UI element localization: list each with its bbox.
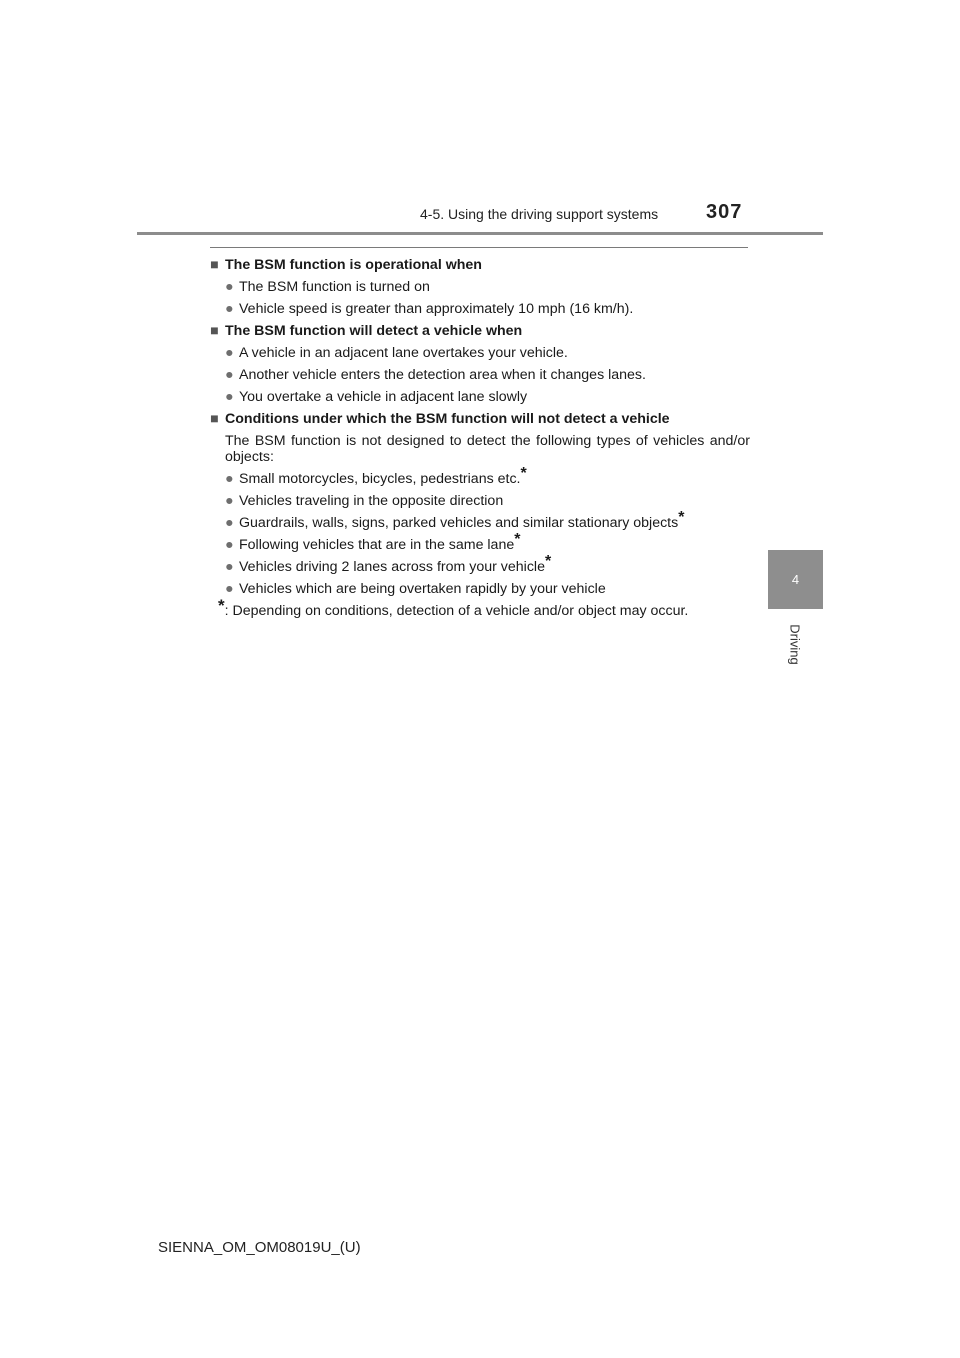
chapter-label-container	[768, 614, 823, 674]
footnote	[210, 596, 750, 619]
list-item: ● Following vehicles that are in the same lane*	[225, 531, 521, 553]
section-title: 4-5. Using the driving support systems	[420, 206, 659, 222]
list-item: ● A vehicle in an adjacent lane overtakes your vehicle.	[225, 345, 568, 361]
circle-bullet-icon: ●	[225, 537, 234, 553]
circle-bullet-icon: ●	[225, 301, 234, 317]
list-item: ● Small motorcycles, bicycles, pedestrians etc.*	[225, 465, 527, 487]
square-bullet-icon: ■	[210, 257, 219, 273]
square-bullet-icon: ■	[210, 323, 219, 339]
list-item: ● Another vehicle enters the detection area when it changes lanes.	[225, 367, 646, 383]
chapter-tab	[768, 550, 823, 609]
footnote-marker: *	[520, 465, 527, 482]
circle-bullet-icon: ●	[225, 581, 234, 597]
list-item: ● Vehicles driving 2 lanes across from your vehicle*	[225, 553, 552, 575]
section-heading: ■ The BSM function is operational when	[210, 257, 482, 273]
main-content	[210, 257, 750, 619]
chapter-number: 4	[791, 572, 800, 587]
list-item: ● Vehicles traveling in the opposite direction	[225, 493, 504, 509]
chapter-label: Driving	[788, 623, 803, 665]
list-item: ● Guardrails, walls, signs, parked vehicles and similar stationary objects*	[225, 509, 685, 531]
section-heading: ■ The BSM function will detect a vehicle when	[210, 323, 523, 339]
circle-bullet-icon: ●	[225, 367, 234, 383]
circle-bullet-icon: ●	[225, 389, 234, 405]
footnote-text: : Depending on conditions, detection of a vehicle and/or object may occur.	[224, 603, 689, 619]
document-code: SIENNA_OM_OM08019U_(U)	[158, 1239, 361, 1256]
content-divider	[210, 247, 748, 248]
circle-bullet-icon: ●	[225, 515, 234, 531]
square-bullet-icon: ■	[210, 411, 219, 427]
list-item: ● Vehicle speed is greater than approximately 10 mph (16 km/h).	[225, 301, 634, 317]
circle-bullet-icon: ●	[225, 493, 234, 509]
footnote-marker: *	[678, 509, 685, 526]
circle-bullet-icon: ●	[225, 345, 234, 361]
list-item: ● Vehicles which are being overtaken rapidly by your vehicle	[225, 581, 606, 597]
footnote-marker: *	[544, 553, 552, 570]
page-number: 307	[706, 201, 743, 223]
section-intro: The BSM function is not designed to detect the following types of vehicles and/or objects:	[225, 433, 750, 465]
circle-bullet-icon: ●	[225, 559, 234, 575]
list-item: ● The BSM function is turned on	[225, 279, 430, 295]
header-divider	[137, 232, 823, 235]
footnote-marker: *	[514, 531, 521, 548]
footnote-marker: *	[218, 596, 225, 615]
section-heading: ■ Conditions under which the BSM function will not detect a vehicle	[210, 411, 670, 427]
circle-bullet-icon: ●	[225, 279, 234, 295]
list-item: ● You overtake a vehicle in adjacent lane slowly	[225, 389, 528, 405]
circle-bullet-icon: ●	[225, 471, 234, 487]
